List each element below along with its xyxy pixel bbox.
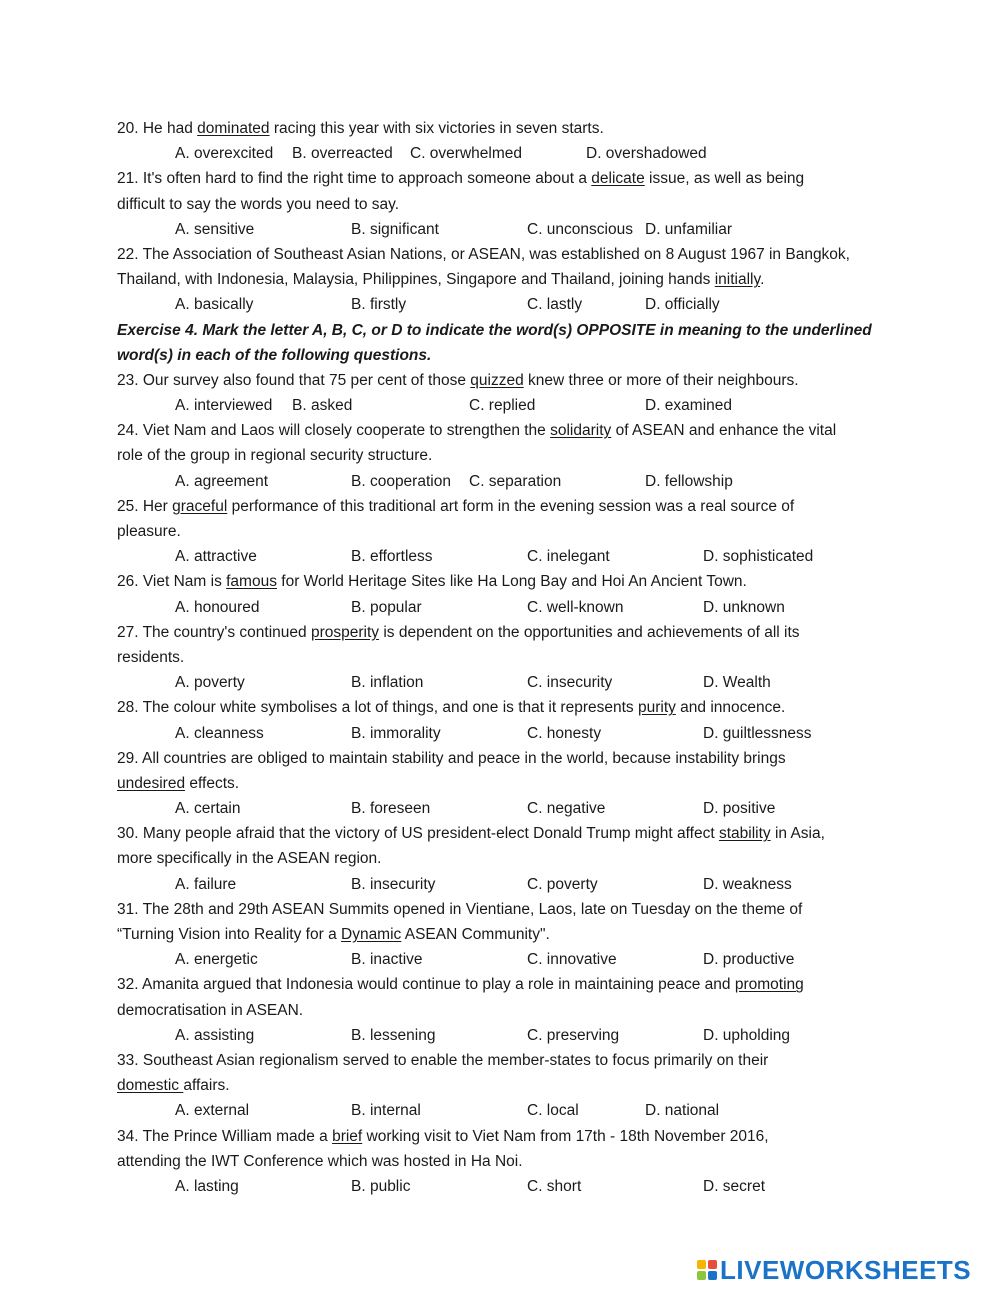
text-segment: role of the group in regional security structure. xyxy=(117,447,433,465)
option-a[interactable]: A. attractive xyxy=(175,548,257,566)
answer-options xyxy=(117,393,892,418)
option-b[interactable]: B. effortless xyxy=(351,548,433,566)
answer-options xyxy=(117,947,892,972)
text-segment: 31. The 28th and 29th ASEAN Summits opened in Vientiane, Laos, late on Tuesday on the theme of xyxy=(117,900,803,918)
question-text-line xyxy=(117,695,892,720)
question-text-line xyxy=(117,368,892,393)
question-text-line xyxy=(117,821,892,846)
question-text-line xyxy=(117,418,892,443)
exercise-instruction-line xyxy=(117,318,892,343)
question-22 xyxy=(117,242,892,318)
option-d[interactable]: D. fellowship xyxy=(645,472,733,490)
text-segment: 26. Viet Nam is xyxy=(117,573,227,591)
option-c[interactable]: C. well-known xyxy=(527,598,624,616)
option-a[interactable]: A. cleanness xyxy=(175,724,264,742)
question-text-line xyxy=(117,1149,892,1174)
option-d[interactable]: D. secret xyxy=(703,1177,766,1195)
text-segment: is dependent on the opportunities and achievements of all its xyxy=(379,623,800,641)
text-segment: 28. The colour white symbolises a lot of things, and one is that it represents xyxy=(117,699,638,717)
worksheet-page xyxy=(117,116,892,1199)
option-d[interactable]: D. unfamiliar xyxy=(645,220,732,238)
text-segment: in Asia, xyxy=(770,825,825,843)
option-d[interactable]: D. weakness xyxy=(703,875,792,893)
underlined-word: promoting xyxy=(734,976,804,994)
option-d[interactable]: D. guiltlessness xyxy=(703,724,812,742)
liveworksheets-logo-icon xyxy=(697,1260,717,1280)
text-segment: 21. It's often hard to find the right time to approach someone about a xyxy=(117,170,592,188)
answer-options xyxy=(117,721,892,746)
text-segment: racing this year with six victories in seven starts. xyxy=(269,120,604,137)
option-a[interactable]: A. interviewed xyxy=(175,397,273,415)
answer-options xyxy=(117,1098,892,1123)
text-segment: performance of this traditional art form in the evening session was a real source of xyxy=(227,497,795,515)
text-segment: Thailand, with Indonesia, Malaysia, Philippines, Singapore and Thailand, joining hands xyxy=(117,271,715,289)
question-text-line xyxy=(117,519,892,544)
option-c[interactable]: C. short xyxy=(527,1177,582,1195)
option-d[interactable]: D. overshadowed xyxy=(586,145,707,163)
option-a[interactable]: A. energetic xyxy=(175,951,258,969)
underlined-word: delicate xyxy=(591,170,645,188)
question-24 xyxy=(117,418,892,494)
option-a[interactable]: A. poverty xyxy=(175,674,245,692)
option-b[interactable]: B. inflation xyxy=(351,674,424,692)
option-c[interactable]: C. lastly xyxy=(527,296,583,314)
option-a[interactable]: A. agreement xyxy=(175,472,269,490)
option-b[interactable]: B. inactive xyxy=(351,951,423,969)
option-b[interactable]: B. lessening xyxy=(351,1026,436,1044)
option-d[interactable]: D. upholding xyxy=(703,1026,791,1044)
question-29 xyxy=(117,746,892,822)
question-text-line xyxy=(117,494,892,519)
question-27 xyxy=(117,620,892,696)
option-c[interactable]: C. inelegant xyxy=(527,548,610,566)
underlined-word: purity xyxy=(637,699,676,717)
question-text-line xyxy=(117,116,892,141)
option-c[interactable]: C. innovative xyxy=(527,951,617,969)
option-a[interactable]: A. overexcited xyxy=(175,145,274,163)
text-segment: 22. The Association of Southeast Asian Nations, or ASEAN, was established on 8 August 1967 in Bangkok, xyxy=(117,245,850,263)
answer-options xyxy=(117,796,892,821)
option-b[interactable]: B. asked xyxy=(292,397,353,415)
text-segment: effects. xyxy=(185,774,240,792)
brand-name: LIVEWORKSHEETS xyxy=(720,1254,972,1285)
option-d[interactable]: D. national xyxy=(645,1102,720,1120)
text-segment: Exercise 4. Mark the letter A, B, C, or D to indicate the word(s) OPPOSITE in meaning to the underlined xyxy=(117,321,872,339)
question-text-line xyxy=(117,746,892,771)
question-text-line xyxy=(117,267,892,292)
text-segment: 34. The Prince William made a xyxy=(117,1127,333,1145)
option-b[interactable]: B. overreacted xyxy=(292,145,393,163)
option-a[interactable]: A. lasting xyxy=(175,1177,239,1195)
underlined-word: prosperity xyxy=(310,623,380,641)
underlined-word: initially xyxy=(714,271,761,289)
question-23 xyxy=(117,368,892,418)
option-d[interactable]: D. productive xyxy=(703,951,795,969)
option-c[interactable]: C. negative xyxy=(527,800,606,818)
answer-options xyxy=(117,292,892,317)
question-text-line xyxy=(117,897,892,922)
text-segment: difficult to say the words you need to say. xyxy=(117,195,400,213)
underlined-word: domestic xyxy=(117,1077,184,1095)
question-31 xyxy=(117,897,892,973)
option-b[interactable]: B. significant xyxy=(351,220,439,238)
question-text-line xyxy=(117,620,892,645)
underlined-word: undesired xyxy=(117,774,186,792)
question-text-line xyxy=(117,569,892,594)
text-segment: democratisation in ASEAN. xyxy=(117,1001,304,1019)
question-32 xyxy=(117,972,892,1048)
answer-options xyxy=(117,1023,892,1048)
underlined-word: quizzed xyxy=(470,371,524,389)
answer-options xyxy=(117,595,892,620)
option-c[interactable]: C. preserving xyxy=(527,1026,620,1044)
option-c[interactable]: C. unconscious xyxy=(527,220,633,238)
question-30 xyxy=(117,821,892,897)
underlined-word: Dynamic xyxy=(341,926,402,943)
option-b[interactable]: B. foreseen xyxy=(351,800,431,818)
text-segment: 27. The country's continued xyxy=(117,623,311,641)
option-b[interactable]: B. internal xyxy=(351,1102,421,1120)
text-segment: more specifically in the ASEAN region. xyxy=(117,850,382,868)
option-a[interactable]: A. certain xyxy=(175,800,241,818)
underlined-word: graceful xyxy=(172,497,228,515)
question-text-line xyxy=(117,192,892,217)
text-segment: attending the IWT Conference which was hosted in Ha Noi. xyxy=(117,1152,523,1170)
question-text-line xyxy=(117,998,892,1023)
option-b[interactable]: B. popular xyxy=(351,598,422,616)
question-text-line xyxy=(117,1124,892,1149)
text-segment: working visit to Viet Nam from 17th - 18th November 2016, xyxy=(362,1127,769,1145)
text-segment: for World Heritage Sites like Ha Long Bay and Hoi An Ancient Town. xyxy=(276,573,747,591)
answer-options xyxy=(117,670,892,695)
text-segment: ASEAN Community". xyxy=(401,926,550,943)
option-d[interactable]: D. unknown xyxy=(703,598,785,616)
text-segment: and innocence. xyxy=(675,699,786,717)
underlined-word: stability xyxy=(718,825,771,843)
text-segment: affairs. xyxy=(183,1077,230,1095)
question-26 xyxy=(117,569,892,619)
option-c[interactable]: C. replied xyxy=(469,397,536,415)
option-d[interactable]: D. officially xyxy=(645,296,720,314)
underlined-word: dominated xyxy=(197,120,270,137)
option-d[interactable]: D. examined xyxy=(645,397,733,415)
option-a[interactable]: A. external xyxy=(175,1102,250,1120)
text-segment: issue, as well as being xyxy=(644,170,805,188)
text-segment: pleasure. xyxy=(117,523,181,540)
question-text-line xyxy=(117,166,892,191)
answer-options xyxy=(117,217,892,242)
answer-options xyxy=(117,544,892,569)
exercise-instruction-line xyxy=(117,343,892,368)
exercise-heading xyxy=(117,318,892,368)
text-segment: 23. Our survey also found that 75 per cent of those xyxy=(117,371,471,389)
underlined-word: brief xyxy=(332,1127,363,1145)
text-segment: 29. All countries are obliged to maintain stability and peace in the world, because instability brings xyxy=(117,749,786,767)
option-d[interactable]: D. Wealth xyxy=(703,674,771,692)
question-text-line xyxy=(117,972,892,997)
text-segment: . xyxy=(760,271,765,289)
question-34 xyxy=(117,1124,892,1200)
option-a[interactable]: A. basically xyxy=(175,296,254,314)
text-segment: 33. Southeast Asian regionalism served to enable the member-states to focus primarily on their xyxy=(117,1051,769,1069)
option-a[interactable]: A. sensitive xyxy=(175,220,255,238)
option-c[interactable]: C. local xyxy=(527,1102,579,1120)
answer-options xyxy=(117,872,892,897)
text-segment: “Turning Vision into Reality for a xyxy=(117,926,341,943)
question-text-line xyxy=(117,771,892,796)
answer-options xyxy=(117,141,892,166)
answer-options xyxy=(117,1174,892,1199)
question-25 xyxy=(117,494,892,570)
option-b[interactable]: B. public xyxy=(351,1177,411,1195)
option-c[interactable]: C. poverty xyxy=(527,875,598,893)
question-28 xyxy=(117,695,892,745)
underlined-word: famous xyxy=(226,573,277,591)
question-33 xyxy=(117,1048,892,1124)
question-21 xyxy=(117,166,892,242)
option-c[interactable]: C. overwhelmed xyxy=(410,145,522,163)
question-20 xyxy=(117,116,892,166)
text-segment: 32. Amanita argued that Indonesia would continue to play a role in maintaining peace and xyxy=(117,976,735,994)
text-segment: 24. Viet Nam and Laos will closely cooperate to strengthen the xyxy=(117,422,551,440)
text-segment: residents. xyxy=(117,648,185,666)
question-text-line xyxy=(117,1073,892,1098)
option-b[interactable]: B. cooperation xyxy=(351,472,451,490)
option-d[interactable]: D. sophisticated xyxy=(703,548,814,566)
option-a[interactable]: A. failure xyxy=(175,875,237,893)
answer-options xyxy=(117,469,892,494)
option-b[interactable]: B. insecurity xyxy=(351,875,436,893)
option-c[interactable]: C. insecurity xyxy=(527,674,613,692)
option-c[interactable]: C. separation xyxy=(469,472,562,490)
option-c[interactable]: C. honesty xyxy=(527,724,602,742)
text-segment: 30. Many people afraid that the victory of US president-elect Donald Trump might affect xyxy=(117,825,719,843)
option-b[interactable]: B. immorality xyxy=(351,724,441,742)
option-d[interactable]: D. positive xyxy=(703,800,776,818)
text-segment: 25. Her xyxy=(117,497,173,515)
question-text-line xyxy=(117,242,892,267)
option-a[interactable]: A. assisting xyxy=(175,1026,255,1044)
text-segment: of ASEAN and enhance the vital xyxy=(611,422,837,440)
question-text-line xyxy=(117,922,892,947)
text-segment: word(s) in each of the following questions. xyxy=(117,346,432,364)
option-a[interactable]: A. honoured xyxy=(175,598,260,616)
question-text-line xyxy=(117,645,892,670)
question-text-line xyxy=(117,1048,892,1073)
question-text-line xyxy=(117,443,892,468)
underlined-word: solidarity xyxy=(550,422,612,440)
question-text-line xyxy=(117,846,892,871)
liveworksheets-brand xyxy=(697,1255,971,1285)
option-b[interactable]: B. firstly xyxy=(351,296,407,314)
text-segment: knew three or more of their neighbours. xyxy=(523,371,799,389)
text-segment: 20. He had xyxy=(117,120,198,137)
